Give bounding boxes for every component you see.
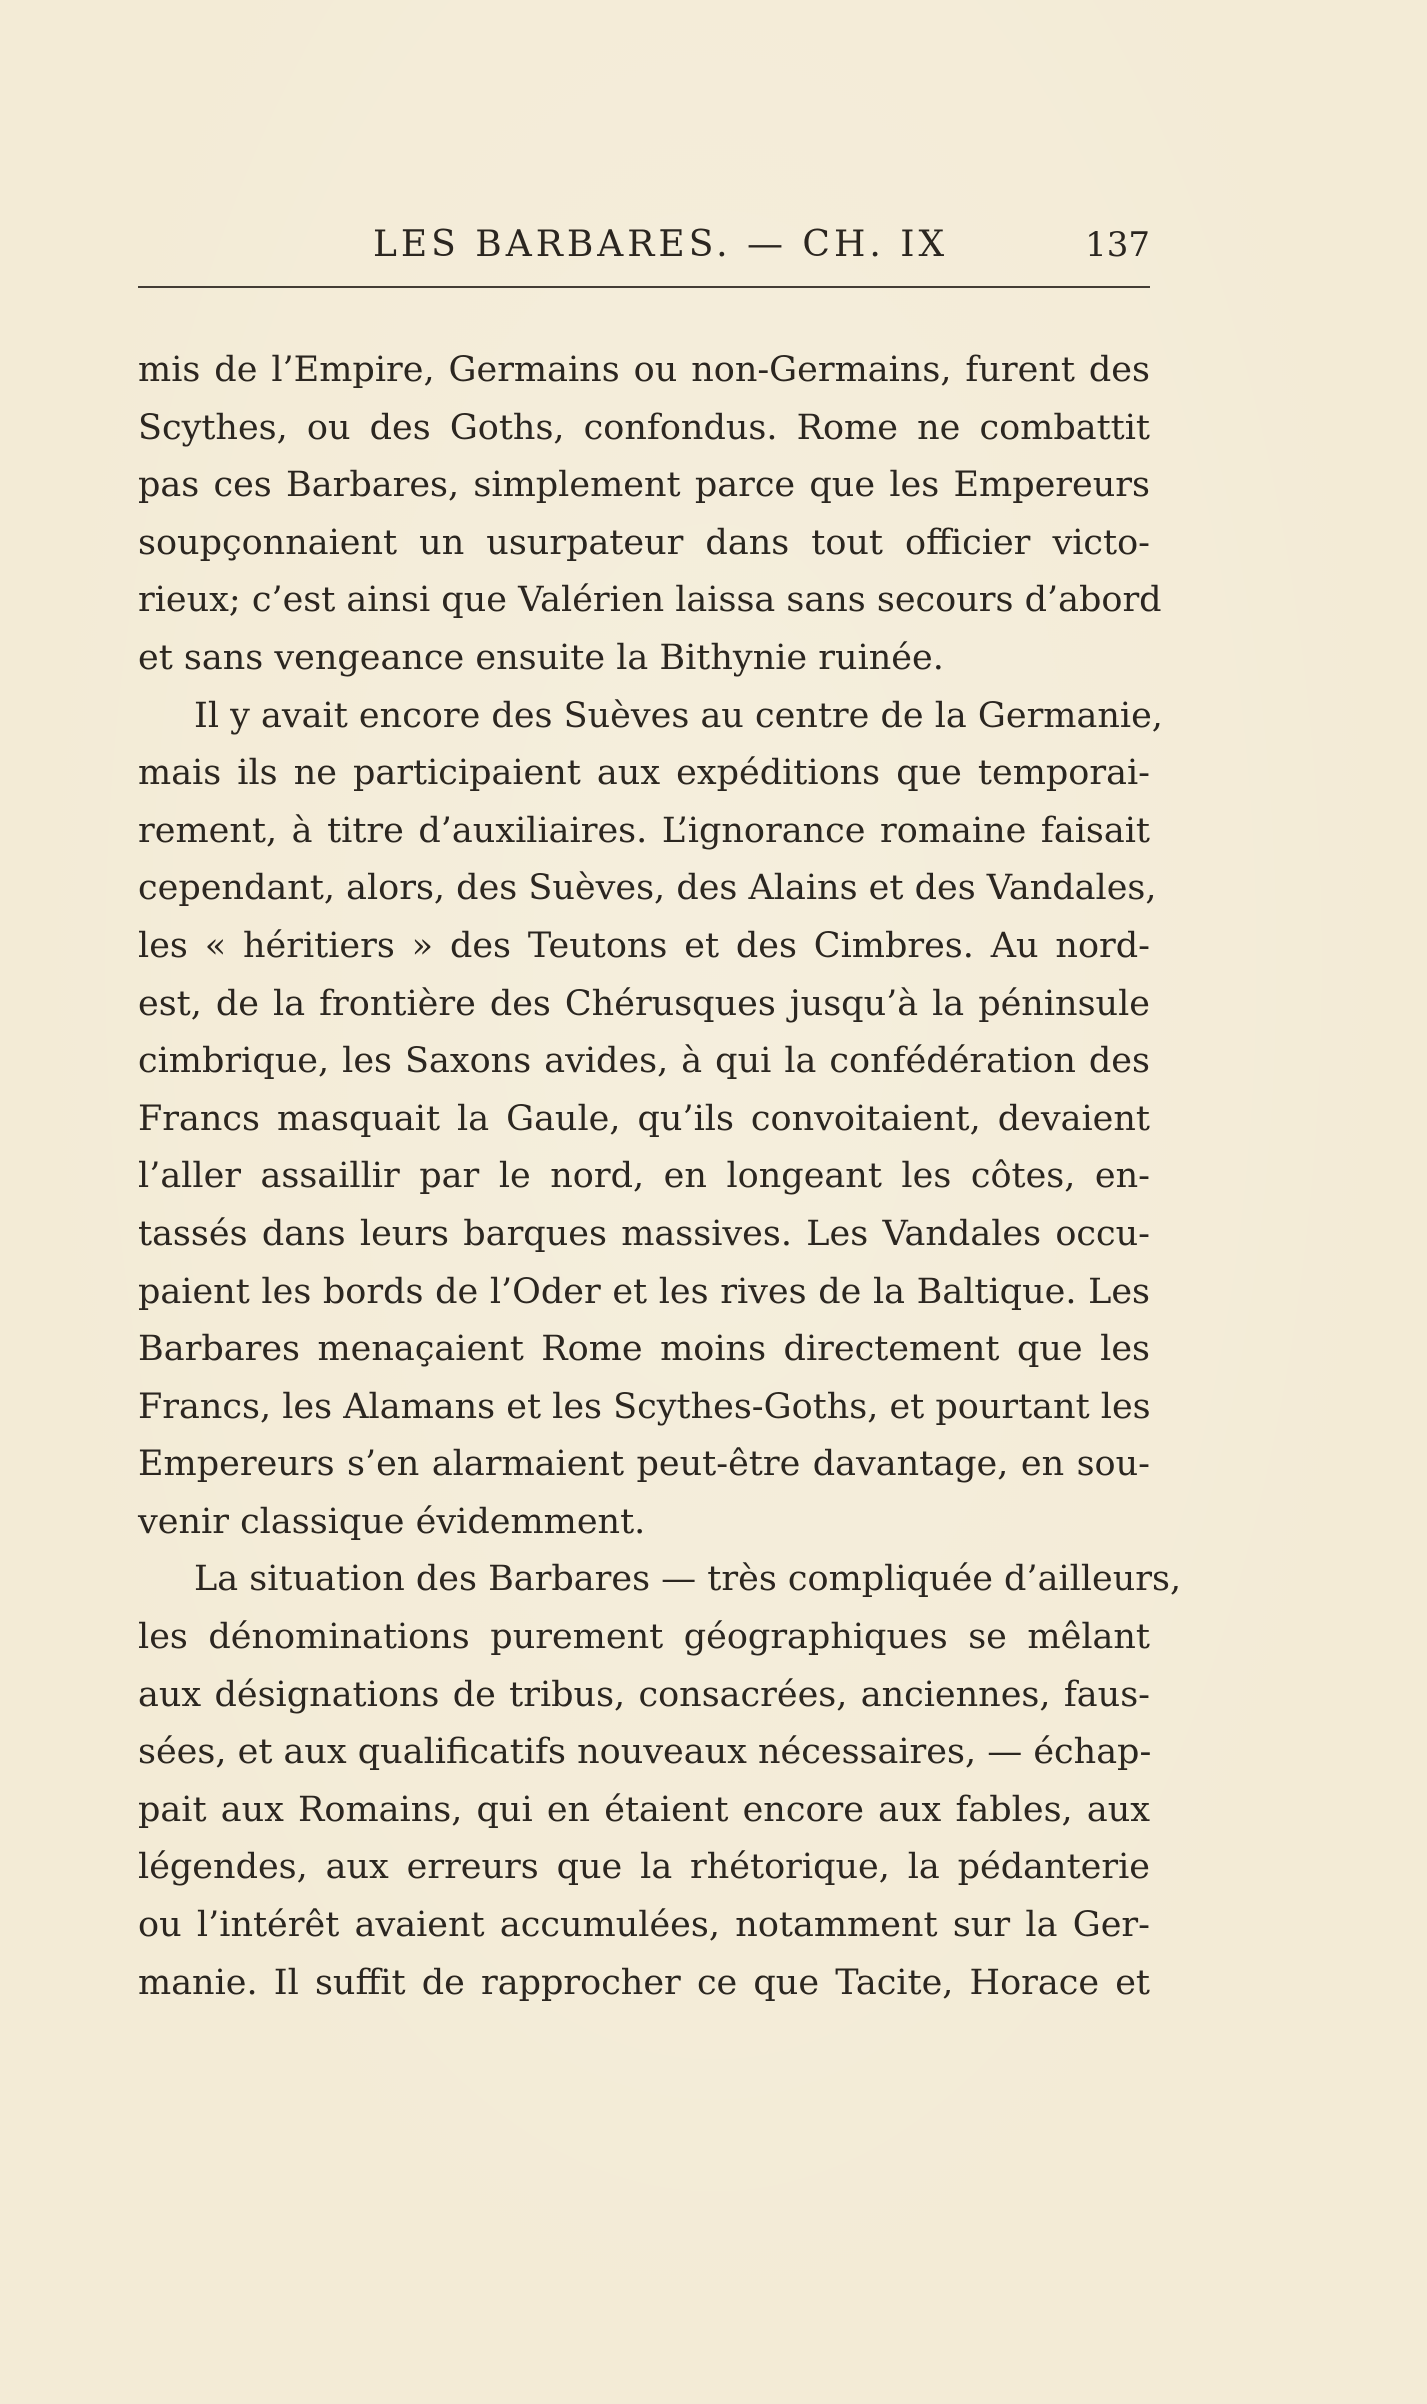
text-line: cependant, alors, des Suèves, des Alains et des Vandales, xyxy=(138,868,1157,909)
text-line: les « héritiers » des Teutons et des Cimbres. Au nord- xyxy=(138,925,1150,966)
text-line: sées, et aux qualificatifs nouveaux nécessaires, — échap- xyxy=(138,1732,1152,1773)
text-line: venir classique évidemment. xyxy=(138,1501,646,1542)
text-line: Empereurs s’en alarmaient peut-être davantage, en sou- xyxy=(138,1444,1150,1485)
text-line: ou l’intérêt avaient accumulées, notamment sur la Ger- xyxy=(138,1905,1150,1946)
text-line: rement, à titre d’auxiliaires. L’ignorance romaine faisait xyxy=(138,810,1150,851)
header-rule xyxy=(138,286,1150,288)
running-head: LES BARBARES. — CH. IX xyxy=(373,224,949,265)
paragraph-start-line: Il y avait encore des Suèves au centre de la Germanie, xyxy=(194,695,1163,736)
text-line: rieux; c’est ainsi que Valérien laissa sans secours d’abord xyxy=(138,580,1162,621)
text-line: et sans vengeance ensuite la Bithynie ruinée. xyxy=(138,637,944,678)
paragraph-start-line: La situation des Barbares — très compliquée d’ailleurs, xyxy=(194,1559,1182,1600)
text-line: Francs masquait la Gaule, qu’ils convoitaient, devaient xyxy=(138,1098,1150,1139)
text-line: mis de l’Empire, Germains ou non-Germains, furent des xyxy=(138,350,1150,390)
page-header xyxy=(138,220,1150,270)
text-line: manie. Il suffit de rapprocher ce que Tacite, Horace et xyxy=(138,1962,1150,2003)
body-text xyxy=(138,342,1182,2012)
text-line: est, de la frontière des Chérusques jusqu’à la péninsule xyxy=(138,983,1150,1024)
text-line: Barbares menaçaient Rome moins directement que les xyxy=(138,1329,1150,1370)
text-line: pas ces Barbares, simplement parce que les Empereurs xyxy=(138,465,1150,506)
text-line: mais ils ne participaient aux expéditions que temporai- xyxy=(138,753,1150,794)
text-line: Scythes, ou des Goths, confondus. Rome ne combattit xyxy=(138,407,1150,448)
text-line: l’aller assaillir par le nord, en longeant les côtes, en- xyxy=(138,1156,1150,1197)
text-line: les dénominations purement géographiques se mêlant xyxy=(138,1617,1150,1658)
text-line: Francs, les Alamans et les Scythes-Goths, et pourtant les xyxy=(138,1386,1151,1427)
text-line: paient les bords de l’Oder et les rives de la Baltique. Les xyxy=(138,1271,1150,1312)
text-line: cimbrique, les Saxons avides, à qui la confédération des xyxy=(138,1041,1150,1082)
text-line: légendes, aux erreurs que la rhétorique, la pédanterie xyxy=(138,1847,1150,1888)
page-number: 137 xyxy=(1085,225,1150,265)
text-line: pait aux Romains, qui en étaient encore aux fables, aux xyxy=(138,1789,1150,1830)
text-line: aux désignations de tribus, consacrées, anciennes, faus- xyxy=(138,1674,1150,1715)
text-line: soupçonnaient un usurpateur dans tout officier victo- xyxy=(138,522,1150,563)
text-line: tassés dans leurs barques massives. Les Vandales occu- xyxy=(138,1213,1150,1254)
